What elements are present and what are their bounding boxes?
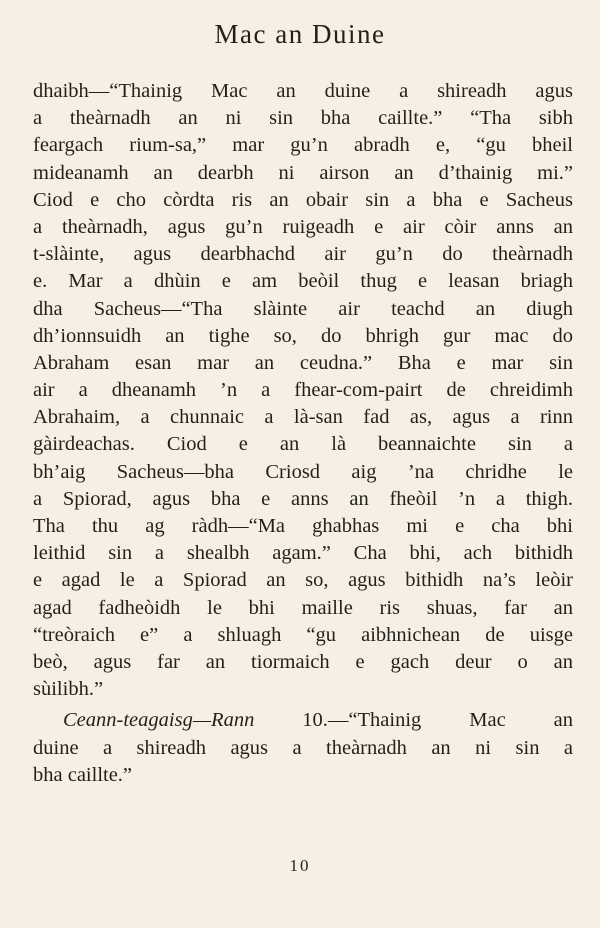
text-line: t-slàinte, agus dearbhachd air gu’n do theàrnadh [33, 243, 573, 266]
text-line: agad fadheòidh le bhi maille ris shuas, far an [33, 596, 573, 619]
text-line: “treòraich e” a shluagh “gu aibhnichean de uisge [33, 623, 573, 646]
body-text [33, 78, 573, 789]
page-number: 10 [289, 856, 311, 875]
text-line: gàirdeachas. Ciod e an là beannaichte sin a [33, 433, 573, 456]
text-line [33, 707, 573, 734]
text-line: dh’ionnsuidh an tighe so, do bhrigh gur mac do [33, 324, 573, 347]
text-reference-label: Ceann-teagaisg—Rann [63, 709, 255, 732]
text-line: Ciod e cho còrdta ris an obair sin a bha e Sacheus [33, 188, 573, 211]
text-line: e agad le a Spiorad an so, agus bithidh na’s leòir [33, 569, 573, 592]
text-line: leithid sin a shealbh agam.” Cha bhi, ach bithidh [33, 542, 573, 565]
running-header-title: Mac an Duine [214, 19, 386, 49]
text-line: a theàrnadh, agus gu’n ruigeadh e air còir anns an [33, 215, 573, 238]
text-line: Abraham esan mar an ceudna.” Bha e mar sin [33, 351, 573, 374]
text-line: mideanamh an dearbh ni airson an d’thainig mi.” [33, 161, 573, 184]
text-line: sùilibh.” [33, 678, 104, 701]
text-line: a theàrnadh an ni sin bha caillte.” “Tha sibh [33, 107, 573, 130]
text-line: dha Sacheus—“Tha slàinte air teachd an diugh [33, 297, 573, 320]
text-line: bha caillte.” [33, 763, 133, 786]
text-line: duine a shireadh agus a theàrnadh an ni sin a [33, 736, 573, 759]
paragraph [33, 78, 573, 703]
text-reference-paragraph [33, 707, 573, 789]
text-line: Tha thu ag ràdh—“Ma ghabhas mi e cha bhi [33, 515, 573, 537]
text-line: beò, agus far an tiormaich e gach deur o an [33, 650, 573, 673]
text-line: a Spiorad, agus bha e anns an fheòil ’n a thigh. [33, 487, 573, 510]
text-line: feargach rium-sa,” mar gu’n abradh e, “gu bheil [33, 134, 573, 157]
text-line: bh’aig Sacheus—bha Criosd aig ’na chridhe le [33, 460, 573, 483]
text-reference-rest: 10.—“Thainig Mac an [254, 709, 573, 732]
text-line: Abrahaim, a chunnaic a là-san fad as, agus a rinn [33, 406, 573, 429]
text-line: e. Mar a dhùin e am beòil thug e leasan briagh [33, 270, 573, 293]
text-line: dhaibh—“Thainig Mac an duine a shireadh agus [33, 80, 573, 102]
text-line: air a dheanamh ’n a fhear-com-pairt de chreidimh [33, 379, 573, 402]
